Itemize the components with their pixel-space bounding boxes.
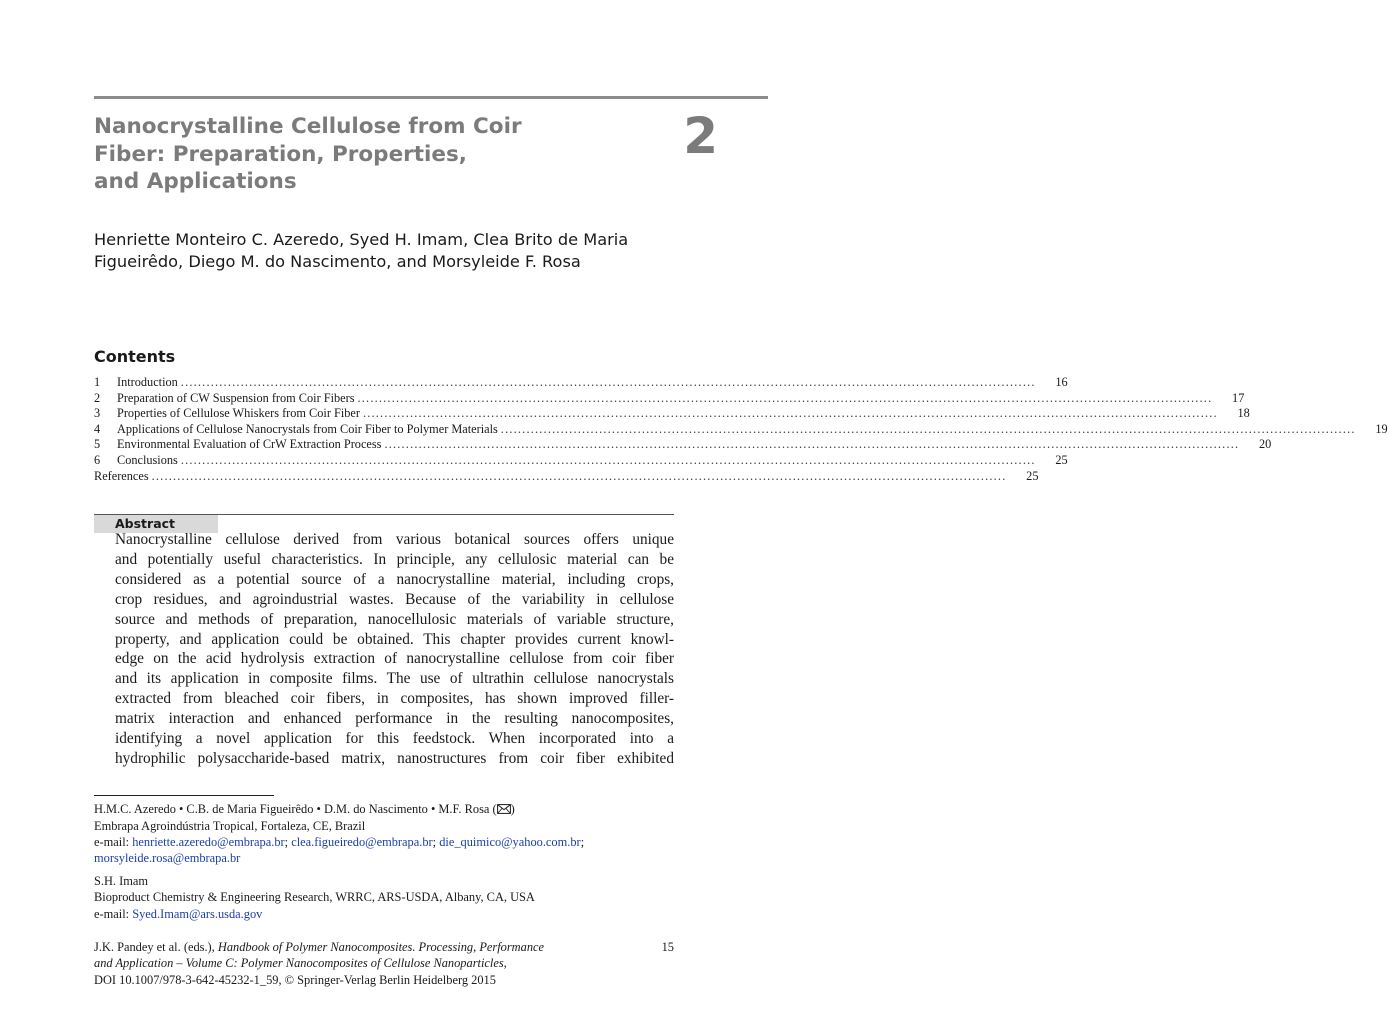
abstract-label: Abstract: [94, 515, 218, 533]
envelope-icon[interactable]: [497, 802, 511, 818]
author-list: [94, 229, 694, 273]
abstract-line: and potentially useful characteristics. In principle, any cellulosic material can be: [115, 550, 674, 568]
toc-entry-page: 20: [1258, 437, 1272, 452]
affiliation-names-line: [94, 801, 694, 818]
toc-entry-title: References: [94, 468, 149, 483]
toc-entry-title: Applications of Cellulose Nanocrystals from Coir Fiber to Polymer Materials: [117, 421, 498, 436]
toc-leader-dots: ........................................................................................................................................................................................................: [180, 375, 1036, 389]
abstract-line: crop residues, and agroindustrial wastes. Because of the variability in cellulose: [115, 590, 674, 608]
affiliation-institution: Bioproduct Chemistry & Engineering Research, WRRC, ARS-USDA, Albany, CA, USA: [94, 890, 535, 905]
author-affiliations: [94, 801, 694, 922]
chapter-title: [94, 113, 614, 196]
affiliation-names-close: ): [510, 802, 515, 816]
toc-entry[interactable]: [94, 375, 1068, 391]
toc-entry-title: Conclusions: [117, 452, 178, 467]
page-number: 15: [661, 940, 674, 954]
toc-entry-page: 16: [1055, 375, 1068, 389]
toc-entry-page: 19: [1375, 421, 1388, 436]
abstract-line: extracted from bleached coir fibers, in composites, has shown improved filler-: [115, 690, 674, 708]
toc-leader-dots: ........................................................................................................................................................................................................: [357, 390, 1213, 405]
email-link[interactable]: henriette.azeredo@embrapa.br: [132, 835, 285, 850]
toc-leader-dots: ........................................................................................................................................................................................................: [180, 452, 1036, 467]
affiliation-names: H.M.C. Azeredo • C.B. de Maria Figueirêdo • D.M. do Nascimento • M.F. Rosa (: [94, 802, 497, 816]
citation-doi: DOI 10.1007/978-3-642-45232-1_59, © Springer-Verlag Berlin Heidelberg 2015: [94, 972, 496, 987]
toc-entry[interactable]: [94, 406, 1250, 422]
email-link[interactable]: morsyleide.rosa@embrapa.br: [94, 851, 241, 866]
toc-entry[interactable]: [94, 421, 1388, 438]
toc-leader-dots: ........................................................................................................................................................................................................: [151, 468, 1007, 483]
toc-entry-title: Properties of Cellulose Whiskers from Coir Fiber: [117, 406, 360, 421]
email-link[interactable]: Syed.Imam@ars.usda.gov: [132, 906, 263, 921]
abstract-line: considered as a potential source of a nanocrystalline material, including crops,: [115, 570, 674, 588]
citation-book-title: Handbook of Polymer Nanocomposites. Processing, Performance: [217, 940, 545, 954]
email-prefix: e-mail:: [94, 835, 133, 850]
citation-line: [94, 939, 654, 955]
citation-editors: J.K. Pandey et al. (eds.),: [94, 940, 218, 954]
toc-leader-dots: ........................................................................................................................................................................................................: [384, 437, 1240, 452]
toc-entry-number: 1: [94, 375, 101, 389]
affiliation-name: S.H. Imam: [94, 874, 149, 889]
email-link[interactable]: clea.figueiredo@embrapa.br: [291, 835, 433, 850]
abstract-line: and its application in composite films. The use of ultrathin cellulose nanocrystals: [115, 670, 674, 688]
chapter-title-line: and Applications: [94, 169, 297, 194]
contents-heading: Contents: [94, 347, 176, 366]
toc-entry-page: 25: [1026, 468, 1039, 483]
affiliation-email-line: [94, 906, 694, 922]
abstract-body: [115, 530, 674, 769]
toc-entry-title: Introduction: [117, 375, 178, 389]
toc-entry-references[interactable]: [94, 468, 1039, 485]
author-line: Figueirêdo, Diego M. do Nascimento, and Morsyleide F. Rosa: [94, 252, 581, 271]
email-link[interactable]: die_quimico@yahoo.com.br: [439, 835, 581, 850]
toc-leader-dots: ........................................................................................................................................................................................................: [362, 406, 1218, 421]
toc-entry-number: 6: [94, 452, 101, 467]
author-line: Henriette Monteiro C. Azeredo, Syed H. Imam, Clea Brito de Maria: [94, 230, 629, 249]
book-citation: [94, 939, 654, 988]
chapter-top-rule: [94, 96, 768, 99]
toc-entry[interactable]: [94, 390, 1245, 407]
toc-entry-number: 2: [94, 390, 101, 405]
abstract-line: identifying a novel application for this feedstock. When incorporated into a: [115, 730, 674, 748]
abstract-line: property, and application could be obtained. This chapter provides current knowl-: [115, 630, 674, 648]
toc-entry-number: 3: [94, 406, 101, 421]
affiliation-institution: Embrapa Agroindústria Tropical, Fortaleza, CE, Brazil: [94, 819, 366, 834]
citation-volume-title: and Application – Volume C: Polymer Nanocomposites of Cellulose Nanoparticles: [94, 956, 504, 971]
abstract-line: source and methods of preparation, nanocellulosic materials of variable structure,: [115, 610, 674, 628]
toc-entry-title: Environmental Evaluation of CrW Extraction Process: [117, 437, 382, 452]
abstract-line: Nanocrystalline cellulose derived from various botanical sources offers unique: [115, 531, 674, 548]
affiliation-emails-line: e-mail: henriette.azeredo@embrapa.br; clea.figueiredo@embrapa.br; die_quimico@yahoo.com.br;: [94, 835, 585, 850]
abstract-line: edge on the acid hydrolysis extraction of nanocrystalline cellulose from coir fiber: [115, 650, 674, 668]
abstract-line: matrix interaction and enhanced performance in the resulting nanocomposites,: [115, 710, 674, 728]
citation-punctuation: ,: [503, 956, 507, 971]
toc-leader-dots: ........................................................................................................................................................................................................: [500, 421, 1356, 436]
table-of-contents: [94, 375, 1388, 484]
chapter-title-line: Nanocrystalline Cellulose from Coir: [94, 114, 522, 139]
toc-entry[interactable]: [94, 452, 1068, 469]
toc-entry-title: Preparation of CW Suspension from Coir Fibers: [117, 390, 355, 405]
chapter-number: 2: [683, 107, 718, 165]
footnote-rule: [94, 795, 274, 796]
toc-entry-number: 4: [94, 421, 101, 436]
citation-line: [94, 955, 654, 971]
toc-entry-number: 5: [94, 437, 101, 452]
affiliation-emails-line: [94, 850, 694, 866]
toc-entry-page: 18: [1237, 406, 1250, 421]
email-prefix: e-mail:: [94, 906, 133, 921]
abstract-line: hydrophilic polysaccharide-based matrix, nanostructures from coir fiber exhibited: [115, 749, 674, 767]
chapter-title-line: Fiber: Preparation, Properties,: [94, 141, 467, 167]
toc-entry-page: 17: [1232, 390, 1245, 405]
toc-entry-page: 25: [1055, 452, 1068, 467]
toc-entry[interactable]: [94, 437, 1272, 453]
